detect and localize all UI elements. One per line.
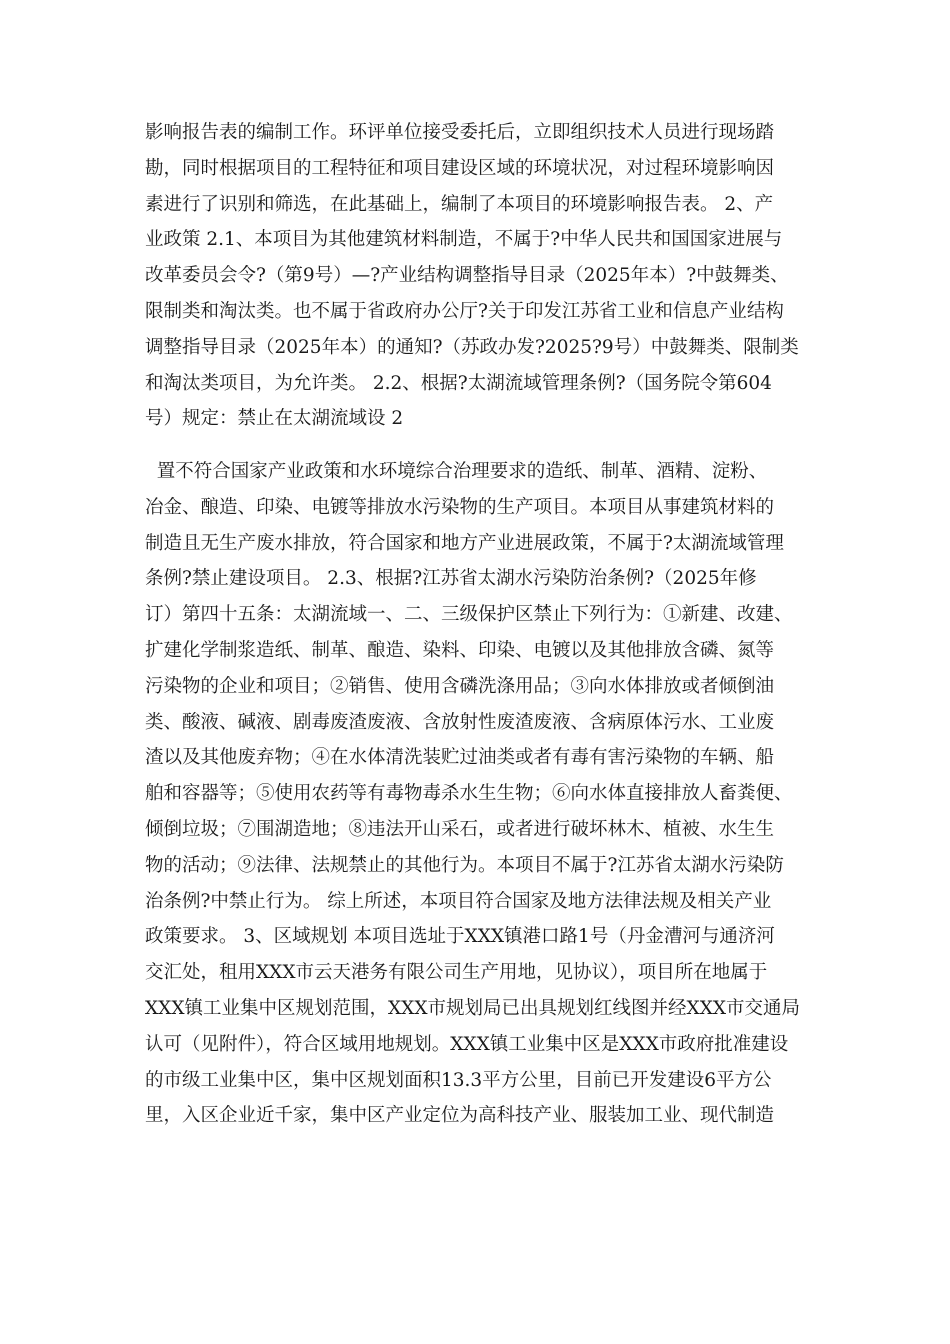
text-line: 号）规定：禁止在太湖流域设 2 (145, 408, 404, 430)
text-line: 类、酸液、碱液、剧毒废渣废液、含放射性废渣废液、含病原体污水、工业废 (145, 711, 775, 733)
text-line: 调整指导目录（2025年本）的通知?（苏政办发?2025?9号）中鼓舞类、限制类 (145, 336, 799, 358)
text-line: XXX镇工业集中区规划范围，XXX市规划局已出具规划红线图并经XXX市交通局 (145, 997, 801, 1019)
text-line: 倾倒垃圾；⑦围湖造地；⑧违法开山采石，或者进行破坏林木、植被、水生生 (145, 818, 775, 840)
text-line: 物的活动；⑨法律、法规禁止的其他行为。本项目不属于?江苏省太湖水污染防 (145, 854, 784, 876)
text-line: 交汇处，租用XXX市云天港务有限公司生产用地，见协议），项目所在地属于 (145, 962, 768, 984)
text-line: 限制类和淘汰类。也不属于省政府办公厅?关于印发江苏省工业和信息产业结构 (145, 300, 784, 322)
paragraph-2 (145, 454, 815, 1134)
text-line: 舶和容器等；⑤使用农药等有毒物毒杀水生生物；⑥向水体直接排放人畜粪便、 (145, 783, 793, 805)
text-line: 认可（见附件），符合区域用地规划。XXX镇工业集中区是XXX市政府批准建设 (145, 1033, 789, 1055)
text-line: 冶金、酿造、印染、电镀等排放水污染物的生产项目。本项目从事建筑材料的 (145, 496, 775, 518)
text-line: 的市级工业集中区，集中区规划面积13.3平方公里，目前已开发建设6平方公 (145, 1069, 772, 1091)
text-line: 业政策 2.1、本项目为其他建筑材料制造，不属于?中华人民共和国国家进展与 (145, 229, 783, 251)
text-line: 条例?禁止建设项目。 2.3、根据?江苏省太湖水污染防治条例?（2025年修 (145, 568, 757, 590)
text-line: 污染物的企业和项目；②销售、使用含磷洗涤用品；③向水体排放或者倾倒油 (145, 675, 775, 697)
text-line: 和淘汰类项目，为允许类。 2.2、根据?太湖流域管理条例?（国务院令第604 (145, 372, 772, 394)
text-line: 影响报告表的编制工作。环评单位接受委托后，立即组织技术人员进行现场踏 (145, 122, 775, 143)
text-line: 置不符合国家产业政策和水环境综合治理要求的造纸、制革、酒精、淀粉、 (145, 461, 768, 482)
text-line: 扩建化学制浆造纸、制革、酿造、染料、印染、电镀以及其他排放含磷、氮等 (145, 639, 775, 661)
text-line: 制造且无生产废水排放，符合国家和地方产业进展政策，不属于?太湖流域管理 (145, 532, 784, 554)
text-line: 政策要求。 3、区域规划 本项目选址于XXX镇港口路1号（丹金漕河与通济河 (145, 926, 775, 948)
text-line: 治条例?中禁止行为。 综上所述，本项目符合国家及地方法律法规及相关产业 (145, 890, 772, 912)
text-line: 里，入区企业近千家，集中区产业定位为高科技产业、服装加工业、现代制造 (145, 1105, 775, 1127)
text-line: 订）第四十五条：太湖流域一、二、三级保护区禁止下列行为：①新建、改建、 (145, 604, 793, 626)
paragraph-1 (145, 115, 815, 437)
text-line: 渣以及其他废弃物；④在水体清洗装贮过油类或者有毒有害污染物的车辆、船 (145, 747, 775, 769)
text-line: 素进行了识别和筛选，在此基础上，编制了本项目的环境影响报告表。 2、产 (145, 193, 774, 215)
text-line: 勘，同时根据项目的工程特征和项目建设区域的环境状况，对过程环境影响因 (145, 157, 775, 179)
text-line: 改革委员会令?（第9号）—?产业结构调整指导目录（2025年本）?中鼓舞类、 (145, 265, 789, 287)
